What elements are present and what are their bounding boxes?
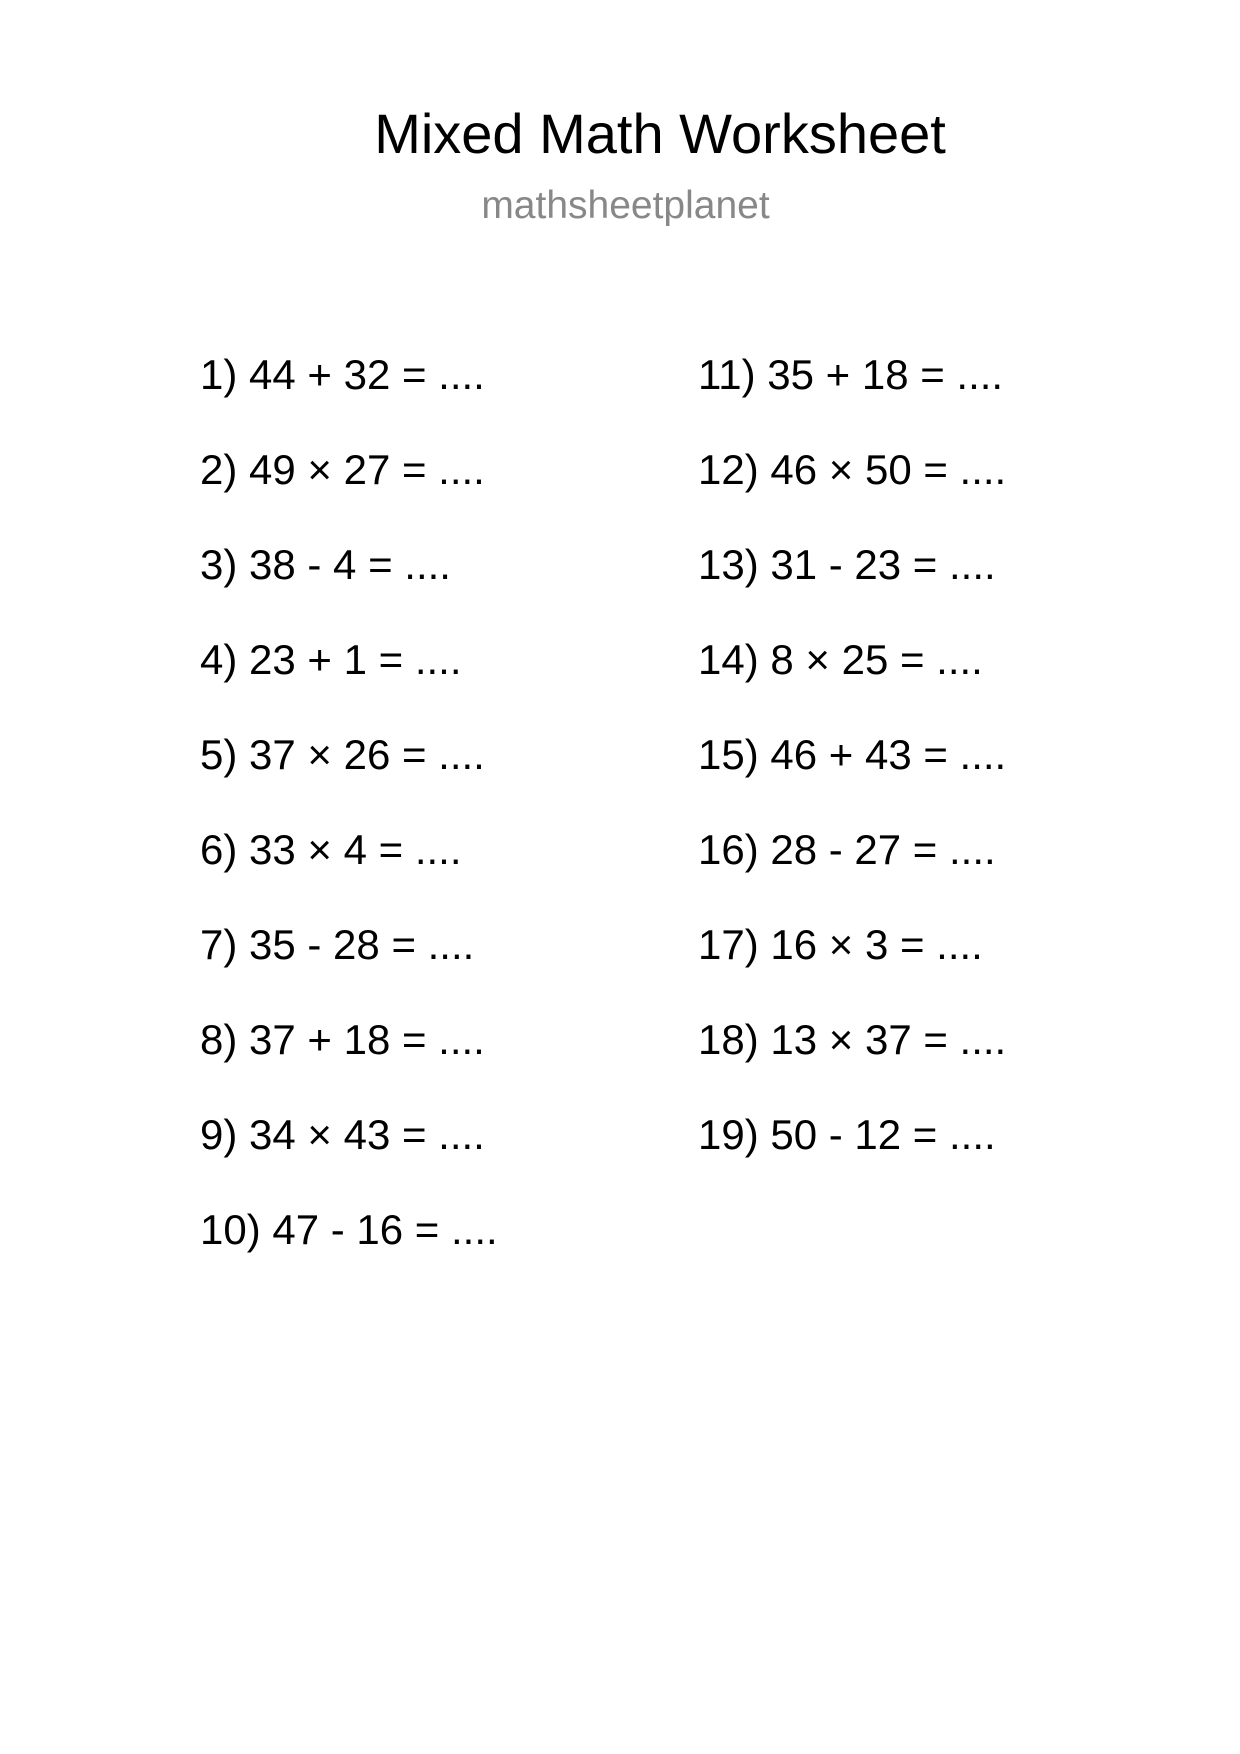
problem-9: 9) 34 × 43 = ....: [200, 1111, 485, 1158]
problem-7: 7) 35 - 28 = ....: [200, 921, 475, 968]
problem-18: 18) 13 × 37 = ....: [698, 1016, 1007, 1063]
problem-17: 17) 16 × 3 = ....: [698, 921, 983, 968]
problem-12: 12) 46 × 50 = ....: [698, 446, 1007, 493]
problem-14: 14) 8 × 25 = ....: [698, 636, 983, 683]
problem-3: 3) 38 - 4 = ....: [200, 541, 451, 588]
problem-19: 19) 50 - 12 = ....: [698, 1111, 996, 1158]
problem-8: 8) 37 + 18 = ....: [200, 1016, 485, 1063]
problem-5: 5) 37 × 26 = ....: [200, 731, 485, 778]
problems-right-column: [698, 345, 1006, 1200]
problem-1: 1) 44 + 32 = ....: [200, 351, 485, 398]
problem-13: 13) 31 - 23 = ....: [698, 541, 996, 588]
problem-11: 11) 35 + 18 = ....: [698, 351, 1004, 398]
worksheet-title: Mixed Math Worksheet: [374, 102, 946, 165]
problem-4: 4) 23 + 1 = ....: [200, 636, 462, 683]
problem-6: 6) 33 × 4 = ....: [200, 826, 462, 873]
problem-16: 16) 28 - 27 = ....: [698, 826, 996, 873]
problem-15: 15) 46 + 43 = ....: [698, 731, 1007, 778]
problem-2: 2) 49 × 27 = ....: [200, 446, 485, 493]
problem-10: 10) 47 - 16 = ....: [200, 1206, 498, 1253]
worksheet-source: mathsheetplanet: [481, 184, 770, 227]
problems-left-column: [200, 345, 498, 1295]
